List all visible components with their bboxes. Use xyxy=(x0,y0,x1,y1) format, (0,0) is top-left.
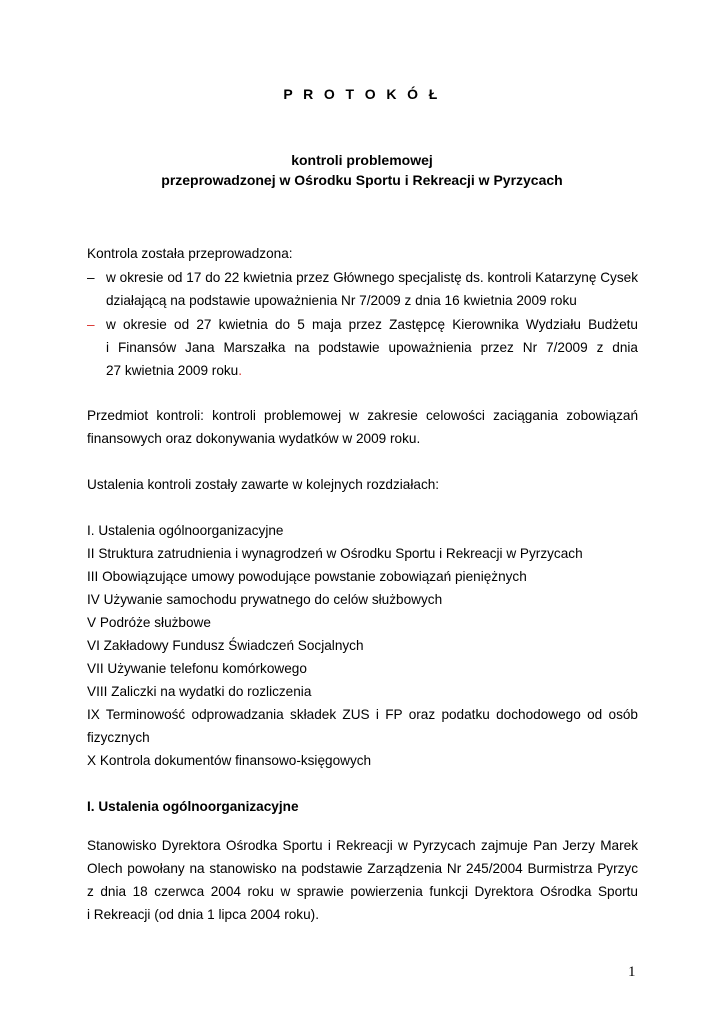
chapter-item: VII Używanie telefonu komórkowego xyxy=(87,661,307,676)
section-1-line: z dnia 18 czerwca 2004 roku w sprawie powierzenia funkcji Dyrektora Ośrodka Sportu xyxy=(87,884,638,899)
bullet-dash-2: – xyxy=(87,317,95,332)
subtitle-line-1: kontroli problemowej xyxy=(291,152,433,168)
subject-line-1: Przedmiot kontroli: kontroli problemowej w zakresie celowości zaciągania zobowiązań xyxy=(87,408,638,423)
bullet-2-line-3 xyxy=(106,359,638,382)
document-subtitle xyxy=(0,150,724,190)
subtitle-line-2: przeprowadzonej w Ośrodku Sportu i Rekreacji w Pyrzycach xyxy=(161,172,563,188)
chapter-item: X Kontrola dokumentów finansowo-księgowych xyxy=(87,753,372,768)
section-1-line: Stanowisko Dyrektora Ośrodka Sportu i Rekreacji w Pyrzycach zajmuje Pan Jerzy Marek xyxy=(87,838,638,853)
chapter-item: V Podróże służbowe xyxy=(87,615,211,630)
bullet-2-line-3-end: . xyxy=(238,363,243,378)
chapter-item: VI Zakładowy Fundusz Świadczeń Socjalnych xyxy=(87,638,364,653)
section-1-heading: I. Ustalenia ogólnoorganizacyjne xyxy=(87,799,299,814)
bullet-1-line-2: działającą na podstawie upoważnienia Nr 7/2009 z dnia 16 kwietnia 2009 roku xyxy=(106,293,577,308)
chapter-item: IV Używanie samochodu prywatnego do celów służbowych xyxy=(87,592,443,607)
chapter-item: III Obowiązujące umowy powodujące powstanie zobowiązań pieniężnych xyxy=(87,569,527,584)
subject-line-2: finansowych oraz dokonywania wydatków w 2009 roku. xyxy=(87,431,421,446)
document-title: P R O T O K Ó Ł xyxy=(283,86,441,102)
bullet-dash-1: – xyxy=(87,270,95,285)
bullet-2-line-3-text: 27 kwietnia 2009 roku xyxy=(106,363,239,378)
page-number: 1 xyxy=(628,964,636,980)
bullet-2-line-1: w okresie od 27 kwietnia do 5 maja przez Zastępcę Kierownika Wydziału Budżetu xyxy=(106,317,638,332)
chapter-item: fizycznych xyxy=(87,730,150,745)
bullet-2-line-2: i Finansów Jana Marszałka na podstawie upoważnienia przez Nr 7/2009 z dnia xyxy=(106,340,638,355)
intro-text: Kontrola została przeprowadzona: xyxy=(87,246,293,261)
chapter-item: II Struktura zatrudnienia i wynagrodzeń w Ośrodku Sportu i Rekreacji w Pyrzycach xyxy=(87,546,583,561)
bullet-1-line-1: w okresie od 17 do 22 kwietnia przez Głównego specjalistę ds. kontroli Katarzynę Cysek xyxy=(106,270,638,285)
chapter-item: I. Ustalenia ogólnoorganizacyjne xyxy=(87,523,284,538)
findings-intro: Ustalenia kontroli zostały zawarte w kolejnych rozdziałach: xyxy=(87,477,440,492)
chapter-item: VIII Zaliczki na wydatki do rozliczenia xyxy=(87,684,312,699)
chapter-item: IX Terminowość odprowadzania składek ZUS i FP oraz podatku dochodowego od osób xyxy=(87,707,638,722)
section-1-line: Olech powołany na stanowisko na podstawie Zarządzenia Nr 245/2004 Burmistrza Pyrzyc xyxy=(87,861,638,876)
section-1-line: i Rekreacji (od dnia 1 lipca 2004 roku). xyxy=(87,907,319,922)
